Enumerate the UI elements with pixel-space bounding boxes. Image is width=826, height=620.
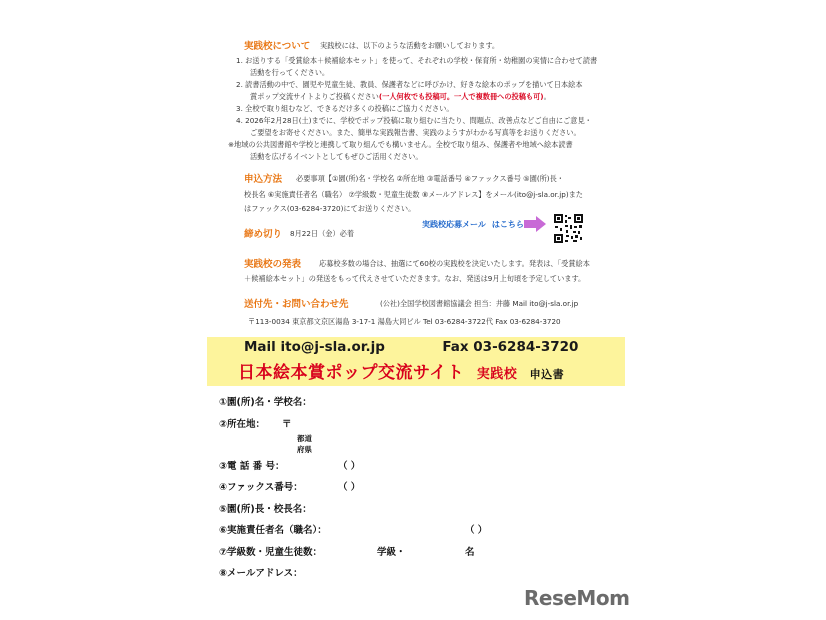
emphasis-text: (一人何枚でも投稿可。一人で複数冊への投稿も可) (378, 92, 544, 101)
phone-area-parens: （ ） (338, 461, 361, 472)
application-text: はファックス(03-6284-3720)にてお送りください。 (244, 204, 416, 213)
prefecture-label-top: 都道 (297, 434, 312, 443)
banner-mail: Mail ito@j-sla.or.jp (244, 339, 385, 355)
announcement-text: 応募校多数の場合は、抽選にて60校の実践校を決定いたします。発表は、「受賞絵本 (319, 259, 590, 268)
banner-form-name: 申込書 (529, 368, 565, 381)
resemom-logo: ReseMom (524, 586, 630, 610)
list-item: 4. 2026年2月28日(土)までに、学校でポップ投稿に取り組むに当たり、問題点、改善点などご自由にご意見・ (236, 116, 592, 125)
postal-mark: 〒 (282, 419, 292, 430)
field-responsible-label: ⑥実施責任者名（職名）： (219, 525, 327, 536)
list-item: 活動を行ってください。 (250, 68, 330, 77)
application-text: 必要事項【①園(所)名・学校名 ②所在地 ③電話番号 ④ファックス番号 ⑤園(所)長・ (296, 174, 564, 183)
note-text: 活動を広げるイベントとしてもぜひご活用ください。 (250, 152, 423, 161)
apply-mail-link[interactable]: 実践校応募メール はこちら (422, 220, 524, 229)
deadline-date: 8月22日（金）必着 (290, 229, 355, 238)
contact-org: (公社)全国学校図書館協議会 担当：井藤 Mail ito@j-sla.or.jp (380, 299, 579, 308)
list-item: 2. 読書活動の中で、園児や児童生徒、教員、保護者などに呼びかけ、好きな絵本のポップを描いて日本絵本 (236, 80, 583, 89)
contact-address: 〒113-0034 東京都文京区湯島 3-17-1 湯島大同ビル Tel 03-6284-3722代 Fax 03-6284-3720 (248, 317, 561, 326)
people-unit-label: 名 (465, 547, 475, 558)
field-address-label: ②所在地： (219, 419, 266, 430)
section-heading-application: 申込方法 (244, 174, 283, 185)
section-intro: 実践校には、以下のような活動をお願いしております。 (320, 41, 500, 50)
section-heading-contact: 送付先・お問い合わせ先 (244, 299, 349, 310)
field-phone-label: ③電 話 番 号： (219, 461, 285, 472)
banner-fax: Fax 03-6284-3720 (442, 339, 579, 355)
qr-code-icon[interactable] (553, 213, 584, 244)
list-item: 賞ポップ交流サイトよりご投稿ください(一人何枚でも投稿可。一人で複数冊への投稿も可)。 (250, 92, 551, 101)
page-title: 日本絵本賞ポップ交流サイト (238, 363, 465, 383)
banner-contact (244, 339, 578, 355)
job-title-parens: （ ） (465, 525, 488, 536)
section-heading-announcement: 実践校の発表 (244, 259, 302, 270)
field-principal-label: ⑤園(所)長・校長名： (219, 504, 312, 515)
application-text: 校長名 ⑥実施責任者名（職名） ⑦学級数・児童生徒数 ⑧メールアドレス】をメール(ito@j-sla.or.jp)また (244, 190, 583, 199)
prefecture-label-bottom: 府県 (297, 445, 312, 454)
banner-subtitle: 実践校 (476, 367, 518, 382)
section-heading-about: 実践校について (244, 41, 311, 52)
field-fax-label: ④ファックス番号： (219, 482, 303, 493)
list-item: 3. 全校で取り組むなど、できるだけ多くの投稿にご協力ください。 (236, 104, 454, 113)
list-item: ご要望をお寄せください。また、簡単な実践報告書、実践のようすがわかる写真等をお送りください。 (250, 128, 581, 137)
field-school-name-label: ①園(所)名・学校名： (219, 397, 312, 408)
section-heading-deadline: 締め切り (244, 229, 283, 240)
arrow-right-icon (524, 216, 546, 232)
field-email-label: ⑧メールアドレス： (219, 568, 303, 579)
list-item: 1. お送りする「受賞絵本＋候補絵本セット」を使って、それぞれの学校・保育所・幼稚園の実情に合わせて読書 (236, 56, 598, 65)
announcement-text: ＋候補絵本セット」の発送をもって代えさせていただきます。なお、発送は9月上旬頃を予定しています。 (244, 274, 586, 283)
banner-title-line (238, 358, 564, 383)
fax-area-parens: （ ） (338, 482, 361, 493)
note-text: ※地域の公共図書館や学校と連携して取り組んでも構いません。全校で取り組み、保護者や地域へ絵本読書 (228, 140, 573, 149)
field-class-count-label: ⑦学級数・児童生徒数： (219, 547, 323, 558)
class-unit-label: 学級・ (377, 547, 406, 558)
